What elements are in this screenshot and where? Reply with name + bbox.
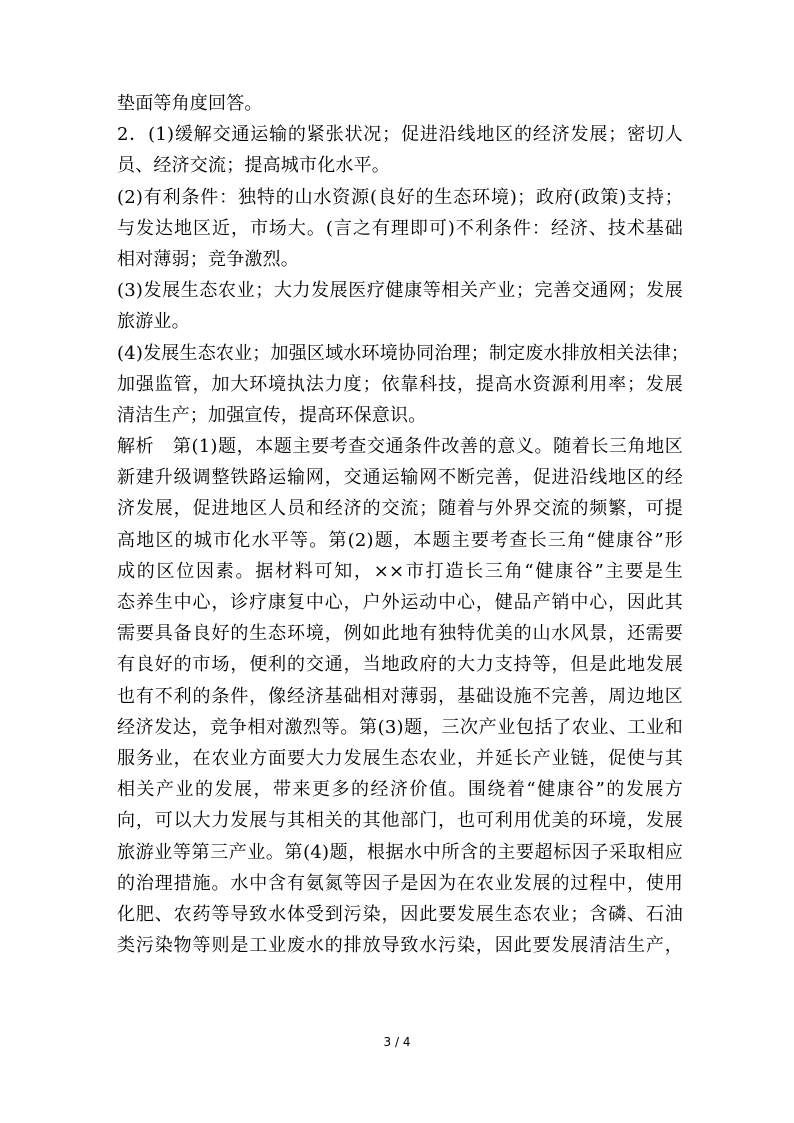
text-line: 服务业，在农业方面要大力发展生态农业，并延长产业链，促使与其 — [117, 747, 683, 769]
text-line: 旅游业。 — [117, 311, 190, 333]
text-line: 垫面等角度回答。 — [117, 93, 263, 114]
text-line: 需要具备良好的生态环境，例如此地有独特优美的山水风景，还需要 — [117, 623, 683, 645]
text-line: (3)发展生态农业；大力发展医疗健康等相关产业；完善交通网；发展 — [117, 280, 683, 302]
text-line: 员、经济交流；提高城市化水平。 — [117, 155, 390, 177]
text-line: 也有不利的条件，像经济基础相对薄弱，基础设施不完善，周边地区 — [117, 685, 683, 707]
text-line: 的治理措施。水中含有氨氮等因子是因为在农业发展的过程中，使用 — [117, 872, 683, 894]
text-line: 经济发达，竞争相对激烈等。第(3)题，三次产业包括了农业、工业和 — [117, 716, 683, 738]
text-line: 解析 第(1)题，本题主要考查交通条件改善的意义。随着长三角地区 — [117, 436, 683, 458]
text-line: 相对薄弱；竞争激烈。 — [117, 248, 299, 270]
text-line: 与发达地区近，市场大。(言之有理即可)不利条件：经济、技术基础 — [117, 217, 683, 239]
text-line: 济发展，促进地区人员和经济的交流；随着与外界交流的频繁，可提 — [117, 498, 683, 520]
text-line: 有良好的市场，便利的交通，当地政府的大力支持等，但是此地发展 — [117, 654, 683, 676]
text-line: 新建升级调整铁路运输网，交通运输网不断完善，促进沿线地区的经 — [117, 467, 683, 489]
text-line: (4)发展生态农业；加强区域水环境协同治理；制定废水排放相关法律； — [117, 342, 690, 364]
text-line: 加强监管，加大环境执法力度；依靠科技，提高水资源利用率；发展 — [117, 373, 683, 395]
page-number: 3 / 4 — [383, 1035, 411, 1049]
text-line: 清洁生产；加强宣传，提高环保意识。 — [117, 404, 427, 426]
text-line: 相关产业的发展，带来更多的经济价值。围绕着“健康谷”的发展方 — [117, 779, 683, 801]
text-line: 态养生中心，诊疗康复中心，户外运动中心，健品产销中心，因此其 — [117, 592, 683, 613]
text-line: 成的区位因素。据材料可知，××市打造长三角“健康谷”主要是生 — [117, 560, 683, 582]
text-line: (2)有利条件：独特的山水资源(良好的生态环境)；政府(政策)支持； — [117, 186, 683, 208]
text-line: 类污染物等则是工业废水的排放导致水污染，因此要发展清洁生产， — [117, 935, 683, 957]
document-body — [117, 88, 690, 961]
text-line: 化肥、农药等导致水体受到污染，因此要发展生态农业；含磷、石油 — [117, 903, 683, 925]
text-line: 旅游业等第三产业。第(4)题，根据水中所含的主要超标因子采取相应 — [117, 841, 683, 863]
text-line: 向，可以大力发展与其相关的其他部门，也可利用优美的环境，发展 — [117, 810, 683, 832]
text-line: 2．(1)缓解交通运输的紧张状况；促进沿线地区的经济发展；密切人 — [117, 124, 683, 146]
text-line: 高地区的城市化水平等。第(2)题，本题主要考查长三角“健康谷”形 — [117, 529, 683, 551]
